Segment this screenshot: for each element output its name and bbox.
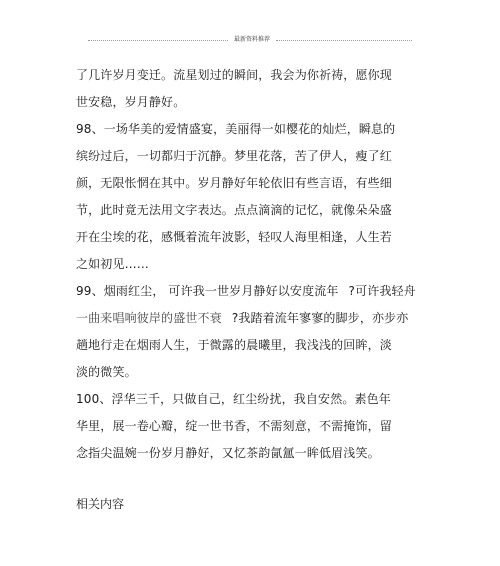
text-line: 100、浮华三千，只做自己，红尘纷扰，我自安然。素色年 <box>76 392 391 406</box>
text-line-tail: ?可许我轻舟 <box>348 284 416 298</box>
text-line <box>76 283 436 299</box>
text-line: 颜，无限怅惘在其中。岁月静好年轮依旧有些言语，有些细 <box>76 176 392 190</box>
text-line <box>76 310 436 326</box>
text-line: 华里，展一卷心瓣，绽一世书香，不需刻意，不需掩饰，留 <box>76 419 392 433</box>
text-line-start: 99、烟雨红尘， 可许我一世岁月静好以安度流年 <box>76 284 339 298</box>
text-line: 念指尖温婉一份岁月静好，又忆茶韵氤氲一眸低眉浅笑。 <box>76 446 380 460</box>
header-divider-right <box>276 40 412 41</box>
text-line-tail: ?我踏着流年寥寥的脚步，亦步亦 <box>231 311 409 325</box>
text-line: 开在尘埃的花，感慨着流年波影，轻叹人海里相逢，人生若 <box>76 230 392 244</box>
text-line: 节，此时竟无法用文字表达。点点滴滴的记忆，就像朵朵盛 <box>76 203 392 217</box>
text-line: 之如初见…… <box>76 257 149 271</box>
text-line: 98、一场华美的爱情盛宴，美丽得一如樱花的灿烂，瞬息的 <box>76 122 396 136</box>
page-header <box>88 33 412 47</box>
text-line: 缤纷过后，一切都归于沉静。梦里花落，苦了伊人，瘦了红 <box>76 149 392 163</box>
text-line-start: 一曲来唱响彼岸的盛世不衰 <box>76 311 222 325</box>
header-label: 最新资料推荐 <box>233 36 270 43</box>
text-line: 了几许岁月变迁。流星划过的瞬间，我会为你祈祷，愿你现 <box>76 68 392 82</box>
header-divider-left <box>88 40 228 41</box>
text-line: 世安稳，岁月静好。 <box>76 95 186 109</box>
text-line: 趟地行走在烟雨人生，于微露的晨曦里，我浅浅的回眸，淡 <box>76 338 392 352</box>
related-content-heading: 相关内容 <box>76 497 125 511</box>
text-line: 淡的微笑。 <box>76 365 137 379</box>
